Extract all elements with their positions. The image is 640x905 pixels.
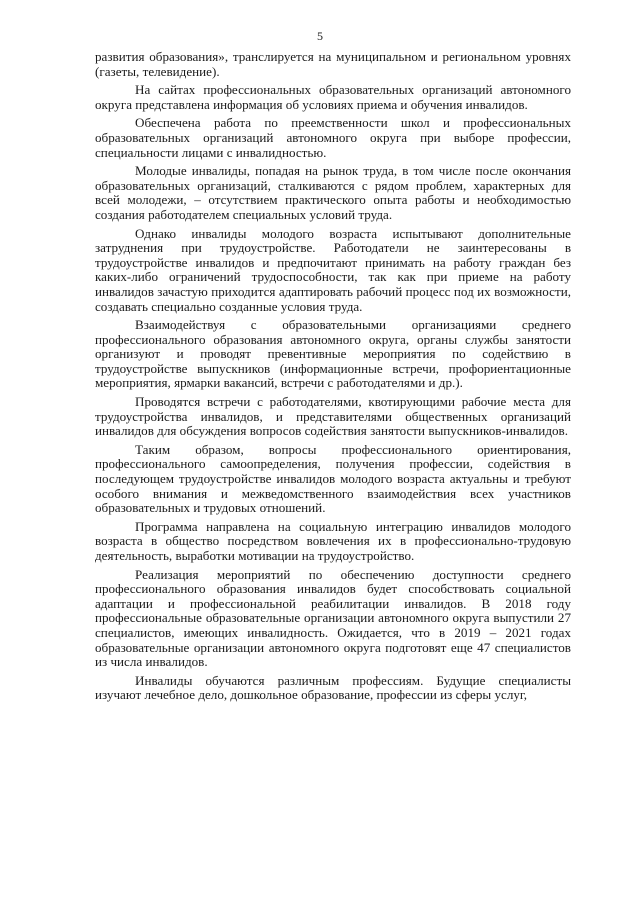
paragraph: Взаимодействуя с образовательными организациями среднего профессионального образования автономного округа, органы службы занятости организуют и проводят превентивные мероприятия по содействию в трудоустройстве выпускников (информационные встречи, профориентационные мероприятия, ярмарки вакансий, встречи с работодателями и др.). — [95, 317, 571, 391]
page-number: 5 — [317, 29, 323, 43]
paragraph-continuation: развития образования», транслируется на муниципальном и региональном уровнях (газеты, телевидение). — [95, 49, 571, 79]
paragraph: Инвалиды обучаются различным профессиям. Будущие специалисты изучают лечебное дело, дошкольное образование, профессии из сферы услуг, — [95, 672, 571, 703]
paragraph: Реализация мероприятий по обеспечению доступности среднего профессионального образования инвалидов будет способствовать социальной адаптации и профессиональной реабилитации инвалидов. В 2018 году профессиональные образовательные организации автономного округа выпустили 27 специалистов, имеющих инвалидность. Ожидается, что в 2019 – 2021 годах образовательные организации автономного округа подготовят еще 47 специалистов из числа инвалидов. — [95, 566, 571, 670]
paragraph: Программа направлена на социальную интеграцию инвалидов молодого возраста в общество посредством вовлечения их в профессионально-трудовую деятельность, выработки мотивации на трудоустройство. — [95, 518, 571, 563]
paragraph: Обеспечена работа по преемственности школ и профессиональных образовательных организаций автономного округа при выборе профессии, специальности лицами с инвалидностью. — [95, 115, 571, 160]
paragraph: Молодые инвалиды, попадая на рынок труда, в том числе после окончания образовательных организаций, сталкиваются с рядом проблем, характерных для всей молодежи, – отсутствием практического опыта работы и необходимостью создания работодателем специальных условий труда. — [95, 163, 571, 222]
paragraph: Однако инвалиды молодого возраста испытывают дополнительные затруднения при трудоустройстве. Работодатели не заинтересованы в трудоустройстве инвалидов и предпочитают принимать на работу граждан без каких-либо ограничений трудоспособности, так как при приеме на работу инвалидов зачастую приходится адаптировать рабочий процесс под их возможности, создавать специально созданные условия труда. — [95, 225, 571, 314]
paragraph: На сайтах профессиональных образовательных организаций автономного округа представлена информация об условиях приема и обучения инвалидов. — [95, 82, 571, 112]
paragraph: Проводятся встречи с работодателями, квотирующими рабочие места для трудоустройства инвалидов, и представителями общественных организаций инвалидов для обсуждения вопросов содействия занятости выпускников-инвалидов. — [95, 394, 571, 439]
document-body — [95, 50, 571, 707]
paragraph: Таким образом, вопросы профессионального ориентирования, профессионального самоопределения, получения профессии, содействия в последующем трудоустройстве инвалидов молодого возраста актуальны и требуют особого внимания и межведомственного взаимодействия всех участников образовательных и трудовых отношений. — [95, 441, 571, 516]
